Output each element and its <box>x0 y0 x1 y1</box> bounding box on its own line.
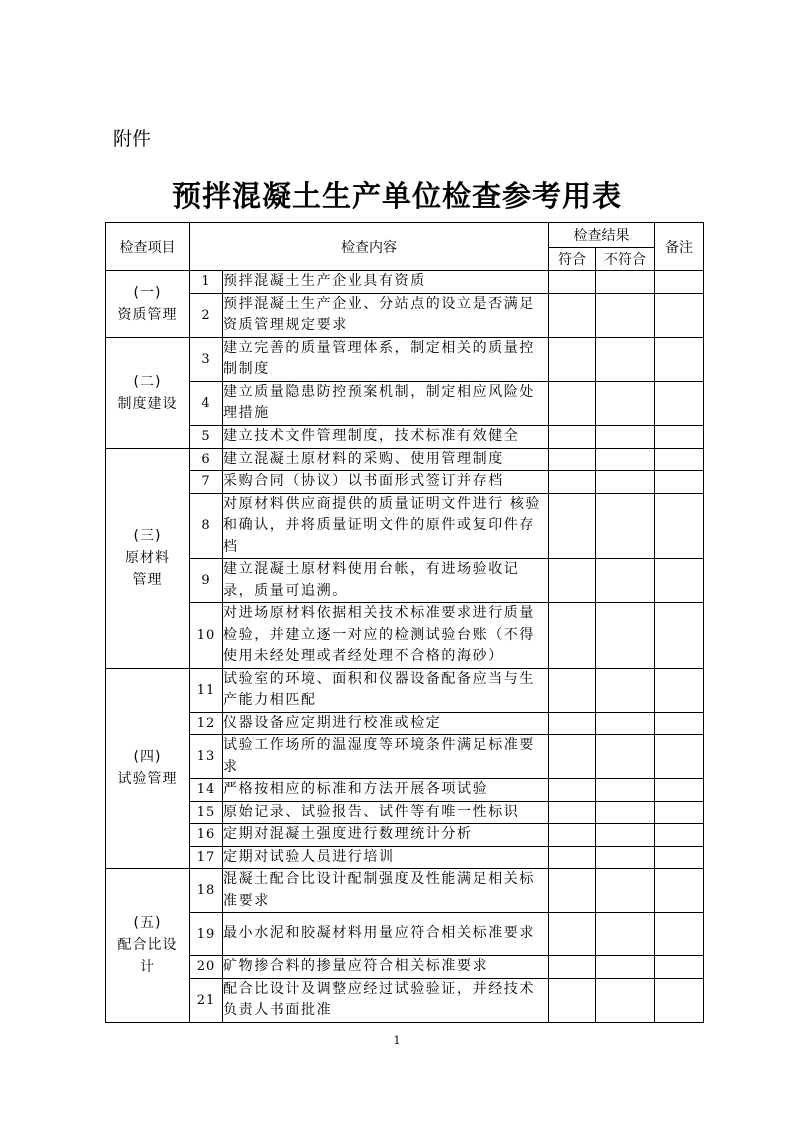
conform-cell[interactable] <box>549 559 596 603</box>
table-row <box>106 448 704 471</box>
item-content: 混凝土配合比设计配制强度及性能满足相关标准要求 <box>223 869 549 913</box>
conform-cell[interactable] <box>549 493 596 559</box>
item-content: 矿物掺合料的掺量应符合相关标准要求 <box>223 956 549 979</box>
nonconform-cell[interactable] <box>596 846 655 869</box>
item-number: 10 <box>190 603 223 669</box>
item-content: 建立混凝土原材料的采购、使用管理制度 <box>223 448 549 471</box>
nonconform-cell[interactable] <box>596 381 655 425</box>
table-row <box>106 978 704 1022</box>
category-cell: (三) 原材料 管理 <box>106 448 190 668</box>
conform-cell[interactable] <box>549 293 596 337</box>
remark-cell[interactable] <box>655 448 704 471</box>
nonconform-cell[interactable] <box>596 913 655 956</box>
table-row <box>106 425 704 448</box>
item-number: 11 <box>190 668 223 712</box>
table-row <box>106 668 704 712</box>
header-content: 检查内容 <box>190 223 549 271</box>
nonconform-cell[interactable] <box>596 824 655 847</box>
conform-cell[interactable] <box>549 271 596 294</box>
item-number: 15 <box>190 801 223 824</box>
nonconform-cell[interactable] <box>596 956 655 979</box>
conform-cell[interactable] <box>549 801 596 824</box>
remark-cell[interactable] <box>655 913 704 956</box>
nonconform-cell[interactable] <box>596 293 655 337</box>
nonconform-cell[interactable] <box>596 271 655 294</box>
item-content: 试验室的环境、面积和仪器设备配备应当与生产能力相匹配 <box>223 668 549 712</box>
remark-cell[interactable] <box>655 293 704 337</box>
table-row <box>106 471 704 494</box>
item-content: 建立完善的质量管理体系，制定相关的质量控制制度 <box>223 337 549 381</box>
table-row <box>106 559 704 603</box>
table-row <box>106 801 704 824</box>
nonconform-cell[interactable] <box>596 712 655 735</box>
remark-cell[interactable] <box>655 846 704 869</box>
item-number: 19 <box>190 913 223 956</box>
table-row <box>106 846 704 869</box>
item-content: 预拌混凝土生产企业具有资质 <box>223 271 549 294</box>
item-content: 采购合同（协议）以书面形式签订并存档 <box>223 471 549 494</box>
item-content: 定期对试验人员进行培训 <box>223 846 549 869</box>
conform-cell[interactable] <box>549 913 596 956</box>
conform-cell[interactable] <box>549 381 596 425</box>
remark-cell[interactable] <box>655 978 704 1022</box>
table-row <box>106 293 704 337</box>
conform-cell[interactable] <box>549 668 596 712</box>
remark-cell[interactable] <box>655 869 704 913</box>
remark-cell[interactable] <box>655 271 704 294</box>
item-number: 8 <box>190 493 223 559</box>
category-cell: (五) 配合比设 计 <box>106 869 190 1023</box>
header-remark: 备注 <box>655 223 704 271</box>
item-number: 7 <box>190 471 223 494</box>
header-conform: 符合 <box>549 248 596 271</box>
remark-cell[interactable] <box>655 337 704 381</box>
remark-cell[interactable] <box>655 559 704 603</box>
nonconform-cell[interactable] <box>596 337 655 381</box>
conform-cell[interactable] <box>549 735 596 779</box>
table-row <box>106 779 704 802</box>
table-row <box>106 913 704 956</box>
item-number: 12 <box>190 712 223 735</box>
table-row <box>106 337 704 381</box>
remark-cell[interactable] <box>655 956 704 979</box>
item-number: 13 <box>190 735 223 779</box>
table-row <box>106 956 704 979</box>
item-number: 2 <box>190 293 223 337</box>
attachment-label: 附件 <box>113 128 152 150</box>
table-row <box>106 735 704 779</box>
nonconform-cell[interactable] <box>596 493 655 559</box>
item-content: 试验工作场所的温湿度等环境条件满足标准要求 <box>223 735 549 779</box>
remark-cell[interactable] <box>655 801 704 824</box>
item-number: 21 <box>190 978 223 1022</box>
item-content: 最小水泥和胶凝材料用量应符合相关标准要求 <box>223 913 549 956</box>
category-cell: (一) 资质管理 <box>106 271 190 338</box>
page-number: 1 <box>393 1034 401 1047</box>
item-content: 配合比设计及调整应经过试验验证，并经技术负责人书面批准 <box>223 978 549 1022</box>
conform-cell[interactable] <box>549 978 596 1022</box>
remark-cell[interactable] <box>655 425 704 448</box>
item-content: 建立混凝土原材料使用台帐，有进场验收记录，质量可追溯。 <box>223 559 549 603</box>
remark-cell[interactable] <box>655 381 704 425</box>
category-cell: (四) 试验管理 <box>106 668 190 869</box>
item-number: 20 <box>190 956 223 979</box>
item-number: 3 <box>190 337 223 381</box>
item-content: 仪器设备应定期进行校准或检定 <box>223 712 549 735</box>
conform-cell[interactable] <box>549 337 596 381</box>
conform-cell[interactable] <box>549 712 596 735</box>
nonconform-cell[interactable] <box>596 668 655 712</box>
conform-cell[interactable] <box>549 471 596 494</box>
item-content: 对原材料供应商提供的质量证明文件进行 核验和确认，并将质量证明文件的原件或复印件存档 <box>223 493 549 559</box>
nonconform-cell[interactable] <box>596 448 655 471</box>
inspection-table <box>105 222 704 1023</box>
conform-cell[interactable] <box>549 779 596 802</box>
conform-cell[interactable] <box>549 956 596 979</box>
nonconform-cell[interactable] <box>596 425 655 448</box>
remark-cell[interactable] <box>655 824 704 847</box>
item-number: 1 <box>190 271 223 294</box>
conform-cell[interactable] <box>549 846 596 869</box>
nonconform-cell[interactable] <box>596 559 655 603</box>
conform-cell[interactable] <box>549 824 596 847</box>
item-content: 建立技术文件管理制度，技术标准有效健全 <box>223 425 549 448</box>
item-number: 6 <box>190 448 223 471</box>
conform-cell[interactable] <box>549 603 596 669</box>
item-number: 16 <box>190 824 223 847</box>
table-row <box>106 493 704 559</box>
nonconform-cell[interactable] <box>596 779 655 802</box>
remark-cell[interactable] <box>655 493 704 559</box>
remark-cell[interactable] <box>655 603 704 669</box>
nonconform-cell[interactable] <box>596 801 655 824</box>
nonconform-cell[interactable] <box>596 869 655 913</box>
category-cell: (二) 制度建设 <box>106 337 190 448</box>
item-content: 预拌混凝土生产企业、分站点的设立是否满足资质管理规定要求 <box>223 293 549 337</box>
page-title: 预拌混凝土生产单位检查参考用表 <box>171 179 622 213</box>
item-number: 9 <box>190 559 223 603</box>
item-content: 严格按相应的标准和方法开展各项试验 <box>223 779 549 802</box>
item-content: 原始记录、试验报告、试件等有唯一性标识 <box>223 801 549 824</box>
item-number: 17 <box>190 846 223 869</box>
header-result: 检查结果 <box>549 223 655 248</box>
item-number: 5 <box>190 425 223 448</box>
table-row <box>106 271 704 294</box>
conform-cell[interactable] <box>549 448 596 471</box>
remark-cell[interactable] <box>655 735 704 779</box>
remark-cell[interactable] <box>655 779 704 802</box>
header-item: 检查项目 <box>106 223 190 271</box>
remark-cell[interactable] <box>655 471 704 494</box>
table-row <box>106 869 704 913</box>
header-nonconform: 不符合 <box>596 248 655 271</box>
table-row <box>106 603 704 669</box>
nonconform-cell[interactable] <box>596 471 655 494</box>
item-content: 定期对混凝土强度进行数理统计分析 <box>223 824 549 847</box>
table-row <box>106 712 704 735</box>
item-content: 对进场原材料依据相关技术标准要求进行质量检验，并建立逐一对应的检测试验台账（不得使用未经处理或者经处理不合格的海砂） <box>223 603 549 669</box>
conform-cell[interactable] <box>549 869 596 913</box>
nonconform-cell[interactable] <box>596 735 655 779</box>
item-content: 建立质量隐患防控预案机制，制定相应风险处理措施 <box>223 381 549 425</box>
nonconform-cell[interactable] <box>596 603 655 669</box>
item-number: 4 <box>190 381 223 425</box>
item-number: 18 <box>190 869 223 913</box>
conform-cell[interactable] <box>549 425 596 448</box>
nonconform-cell[interactable] <box>596 978 655 1022</box>
remark-cell[interactable] <box>655 712 704 735</box>
item-number: 14 <box>190 779 223 802</box>
table-row <box>106 381 704 425</box>
table-row <box>106 824 704 847</box>
remark-cell[interactable] <box>655 668 704 712</box>
